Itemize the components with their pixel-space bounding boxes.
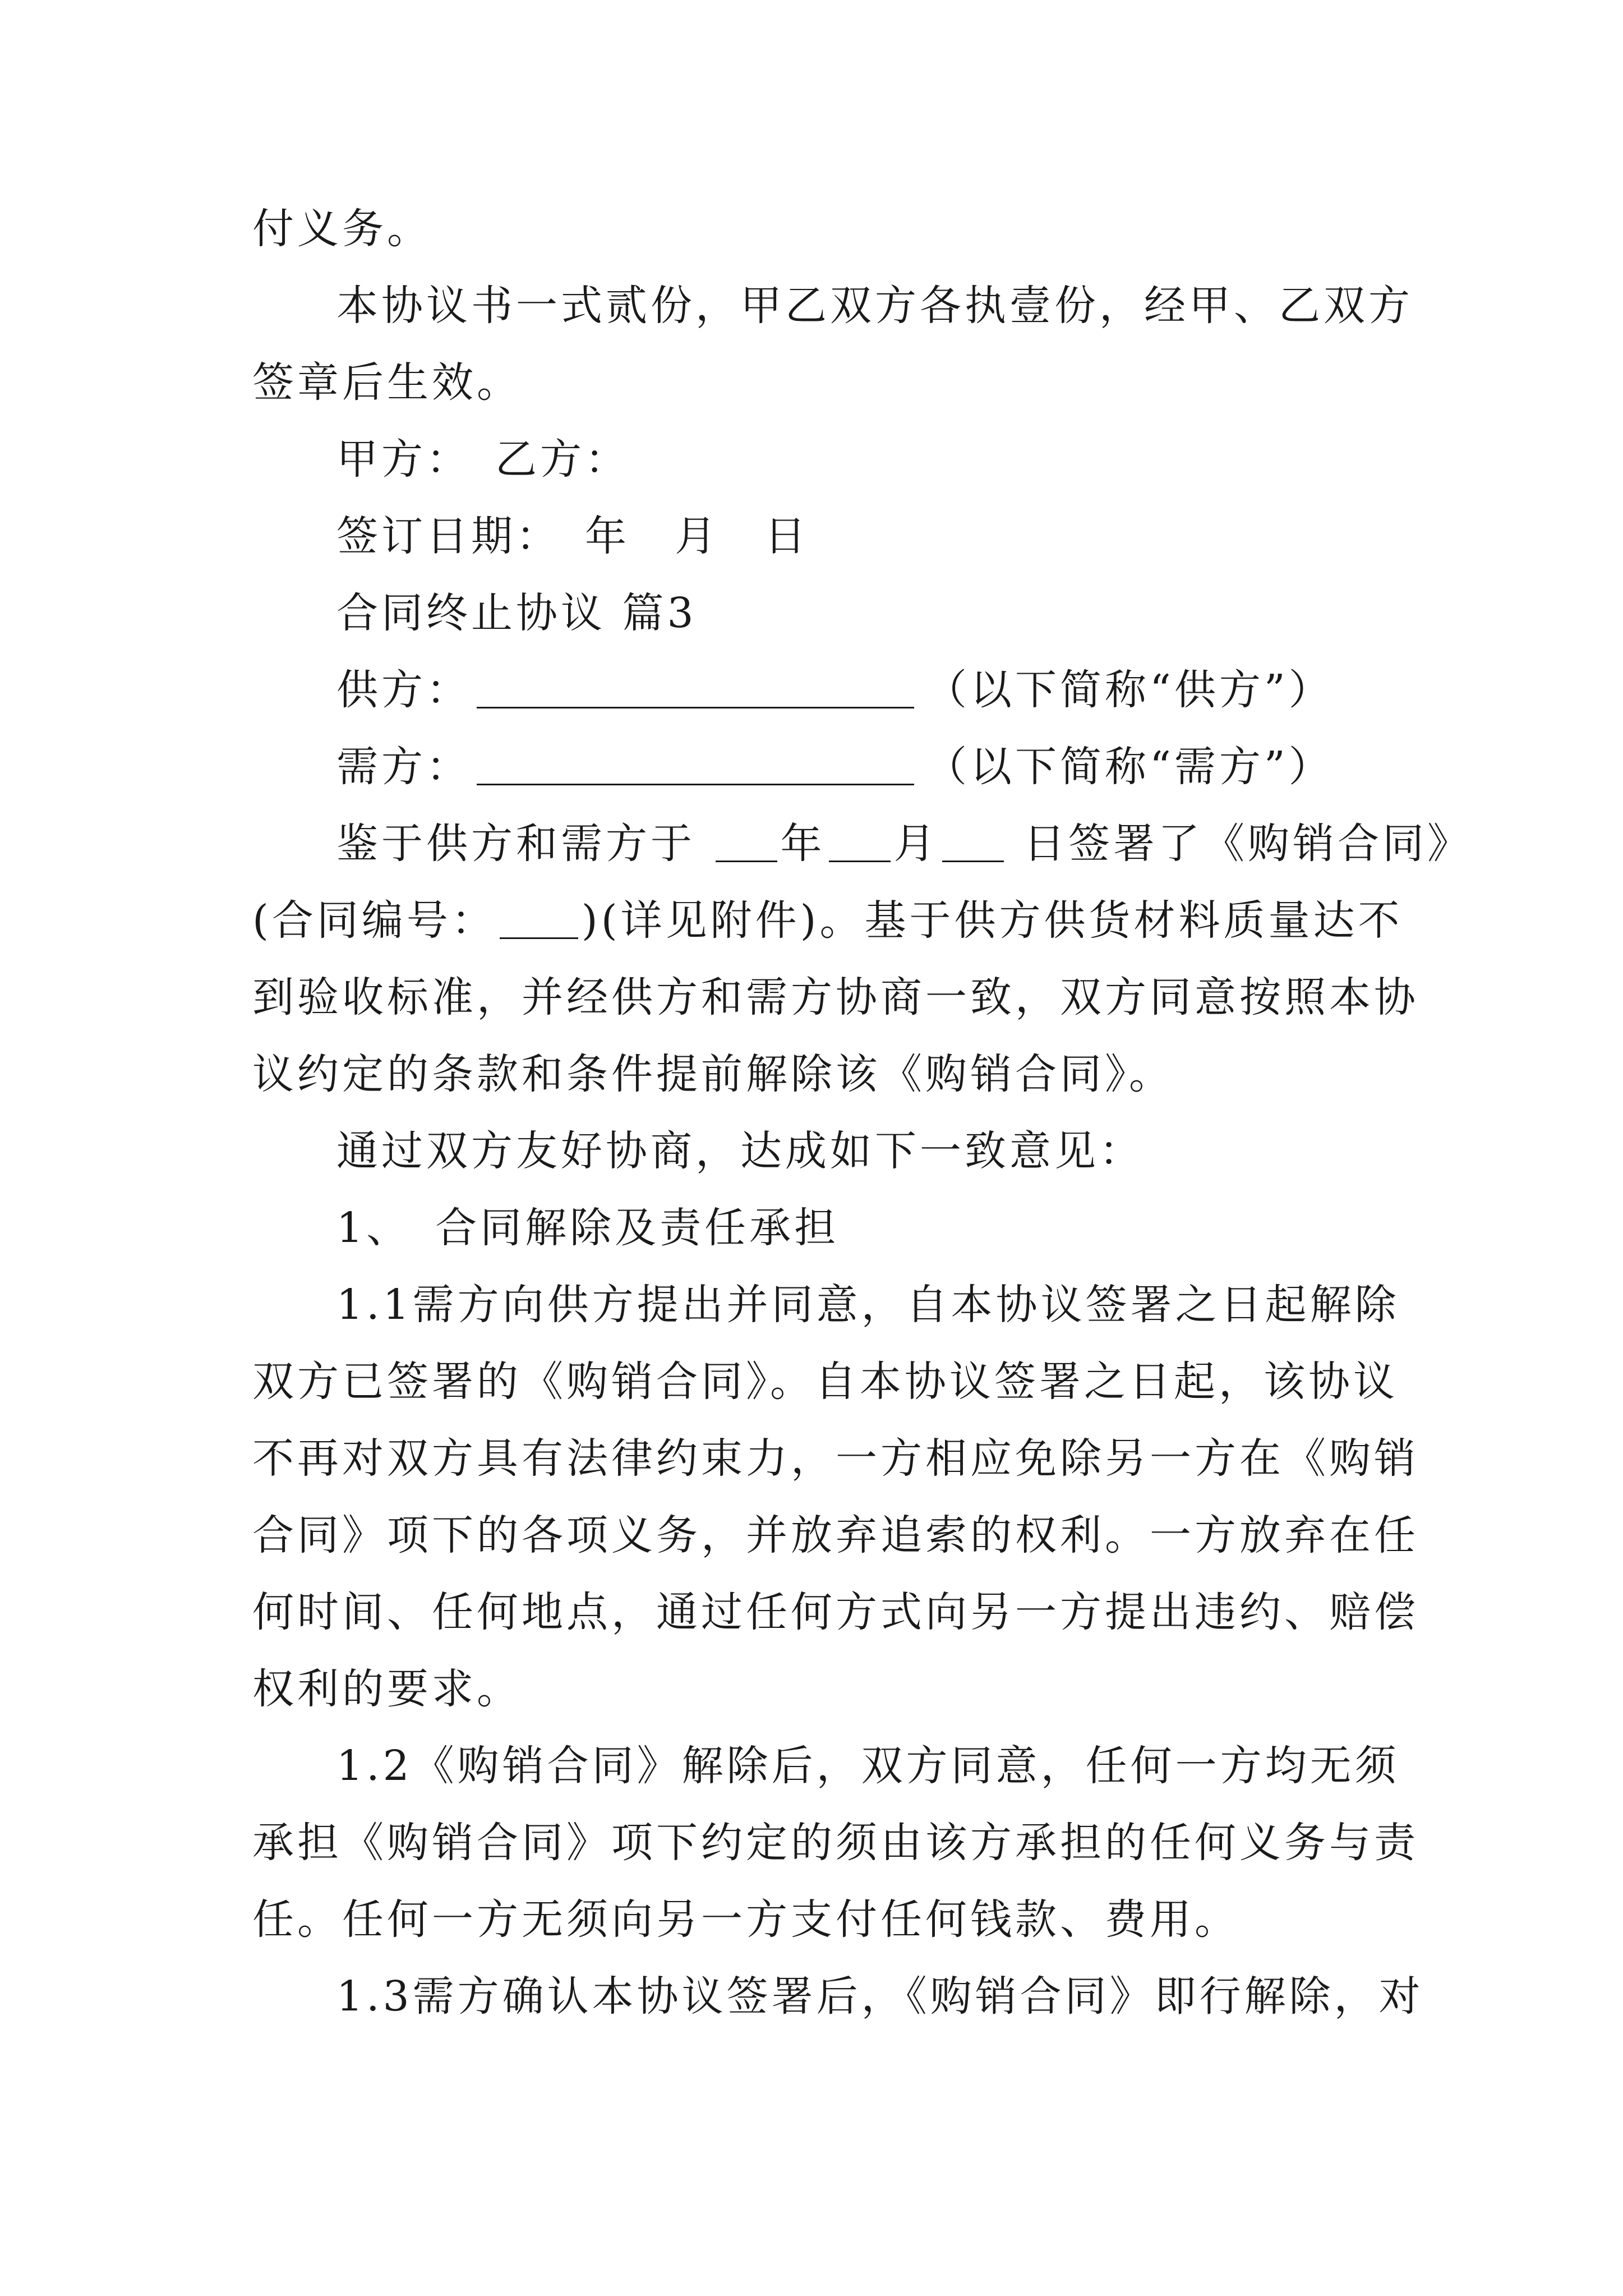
clause-line: 不再对双方具有法律约束力，一方相应免除另一方在《购销: [252, 1434, 1419, 1483]
clause-line: 1.2《购销合同》解除后，双方同意，任何一方均无须: [336, 1742, 1400, 1790]
clause-line: 权利的要求。: [252, 1665, 522, 1713]
buyer-line: [252, 729, 1402, 806]
recital-line: [252, 806, 1473, 882]
day-blank: [942, 816, 1004, 862]
section-heading: 合同终止协议 篇3: [336, 589, 697, 637]
supplier-note: （以下简称“供方”）: [925, 666, 1334, 714]
signing-date: 签订日期： 年 月 日: [336, 512, 809, 560]
recital-line: [252, 882, 1402, 959]
supplier-label: 供方：: [336, 666, 471, 714]
month-blank: [829, 816, 891, 862]
buyer-blank: [477, 739, 914, 785]
clause-line: 承担《购销合同》项下约定的须由该方承担的任何义务与责: [252, 1819, 1419, 1867]
paragraph-line: 通过双方友好协商，达成如下一致意见：: [336, 1127, 1144, 1175]
buyer-label: 需方：: [336, 743, 471, 791]
recital-text: 鉴于供方和需方于: [336, 820, 712, 868]
recital-line: 到验收标准，并经供方和需方协商一致，双方同意按照本协: [252, 973, 1419, 1022]
supplier-blank: [477, 662, 914, 708]
month-label: 月: [893, 820, 939, 868]
paragraph-line: 签章后生效。: [252, 358, 522, 407]
clause-line: 1.3需方确认本协议签署后，《购销合同》即行解除，对: [336, 1972, 1424, 2021]
clause-heading: 1、 合同解除及责任承担: [336, 1204, 840, 1252]
clause-line: 何时间、任何地点，通过任何方式向另一方提出违约、赔偿: [252, 1588, 1419, 1636]
clause-line: 双方已签署的《购销合同》。自本协议签署之日起，该协议: [252, 1358, 1398, 1406]
buyer-note: （以下简称“需方”）: [925, 743, 1334, 791]
contract-number-blank: [500, 892, 578, 939]
year-blank: [716, 816, 777, 862]
paragraph-line: 本协议书一式贰份，甲乙双方各执壹份，经甲、乙双方: [336, 282, 1413, 330]
supplier-line: [252, 652, 1402, 729]
recital-text: 日签署了《购销合同》: [1007, 820, 1473, 868]
clause-line: 1.1需方向供方提出并同意，自本协议签署之日起解除: [336, 1281, 1400, 1329]
recital-text: (合同编号：: [252, 896, 496, 945]
clause-line: 合同》项下的各项义务，并放弃追索的权利。一方放弃在任: [252, 1511, 1419, 1559]
recital-line: 议约定的条款和条件提前解除该《购销合同》。: [252, 1050, 1174, 1098]
clause-line: 任。任何一方无须向另一方支付任何钱款、费用。: [252, 1895, 1239, 1944]
paragraph-line: 付义务。: [252, 205, 432, 253]
recital-text: )(详见附件)。基于供方供货材料质量达不: [581, 896, 1403, 945]
signature-parties: 甲方： 乙方：: [336, 435, 630, 484]
year-label: 年: [780, 820, 826, 868]
document-body: [252, 191, 1473, 2035]
